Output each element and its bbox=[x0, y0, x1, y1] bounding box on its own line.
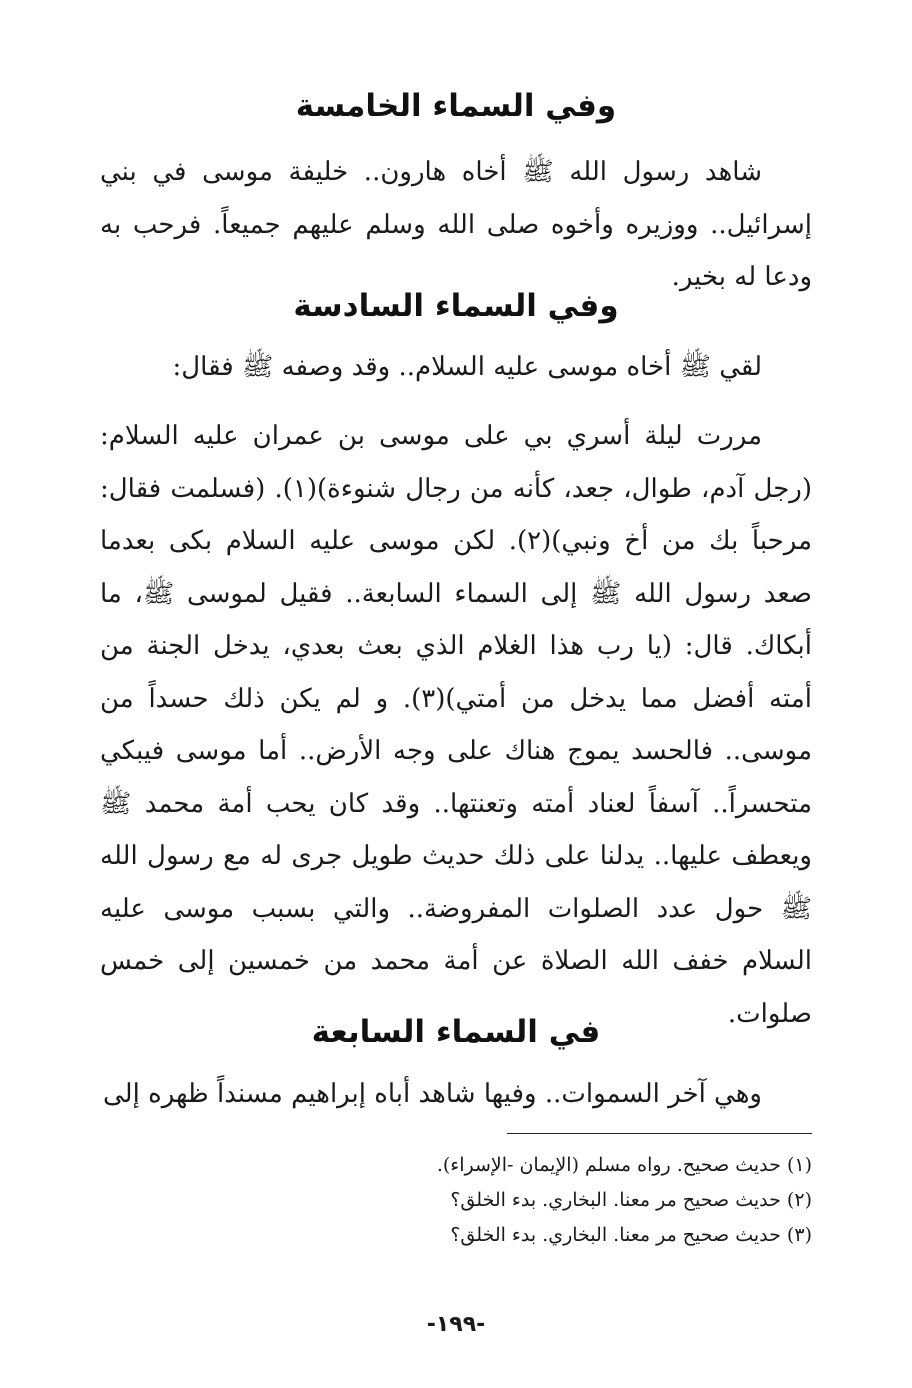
paragraph-sixth-heaven-body: مررت ليلة أسري بي على موسى بن عمران عليه السلام: (رجل آدم، طوال، جعد، كأنه من رجال شنوءة)(١). (فسلمت فقال: مرحباً بك من أخ ونبي)(٢). لكن موسى عليه السلام بكى بعدما صعد رسول الله ﷺ إلى السماء السابعة.. فقيل لموسى ﷺ، ما أبكاك. قال: (يا رب هذا الغلام الذي بعث بعدي، يدخل الجنة من أمته أفضل مما يدخل من أمتي)(٣). و لم يكن ذلك حسداً من موسى.. فالحسد يموج هناك على وجه الأرض.. أما موسى فيبكي متحسراً.. آسفاً لعناد أمته وتعنتها.. وقد كان يحب أمة محمد ﷺ ويعطف عليها.. يدلنا على ذلك حديث طويل جرى له مع رسول الله ﷺ حول عدد الصلوات المفروضة.. والتي بسبب موسى عليه السلام خفف الله الصلاة عن أمة محمد من خمسين إلى خمس صلوات. bbox=[100, 421, 813, 1029]
footnote-1: (١) حديث صحيح. رواه مسلم (الإيمان -الإسراء). bbox=[436, 1154, 812, 1176]
paragraph-sixth-heaven-intro: لقي ﷺ أخاه موسى عليه السلام.. وقد وصفه ﷺ فقال: bbox=[172, 352, 762, 382]
section-heading-seventh-heaven: في السماء السابعة bbox=[311, 1014, 601, 1050]
footnote-separator bbox=[507, 1133, 812, 1134]
section-heading-sixth-heaven: وفي السماء السادسة bbox=[293, 288, 619, 324]
section-heading-fifth-heaven: وفي السماء الخامسة bbox=[295, 88, 617, 124]
footnotes bbox=[100, 1148, 812, 1253]
footnote-3: (٣) حديث صحيح مر معنا. البخاري. بدء الخلق؟ bbox=[450, 1224, 812, 1246]
footnote-2: (٢) حديث صحيح مر معنا. البخاري. بدء الخلق؟ bbox=[450, 1189, 812, 1211]
page-number: -١٩٩- bbox=[426, 1312, 486, 1337]
paragraph-seventh-heaven: وهي آخر السموات.. وفيها شاهد أباه إبراهيم مسنداً ظهره إلى bbox=[103, 1079, 762, 1109]
paragraph-fifth-heaven: شاهد رسول الله ﷺ أخاه هارون.. خليفة موسى في بني إسرائيل.. ووزيره وأخوه صلى الله وسلم عليهم جميعاً. فرحب به ودعا له بخير. bbox=[100, 157, 812, 292]
